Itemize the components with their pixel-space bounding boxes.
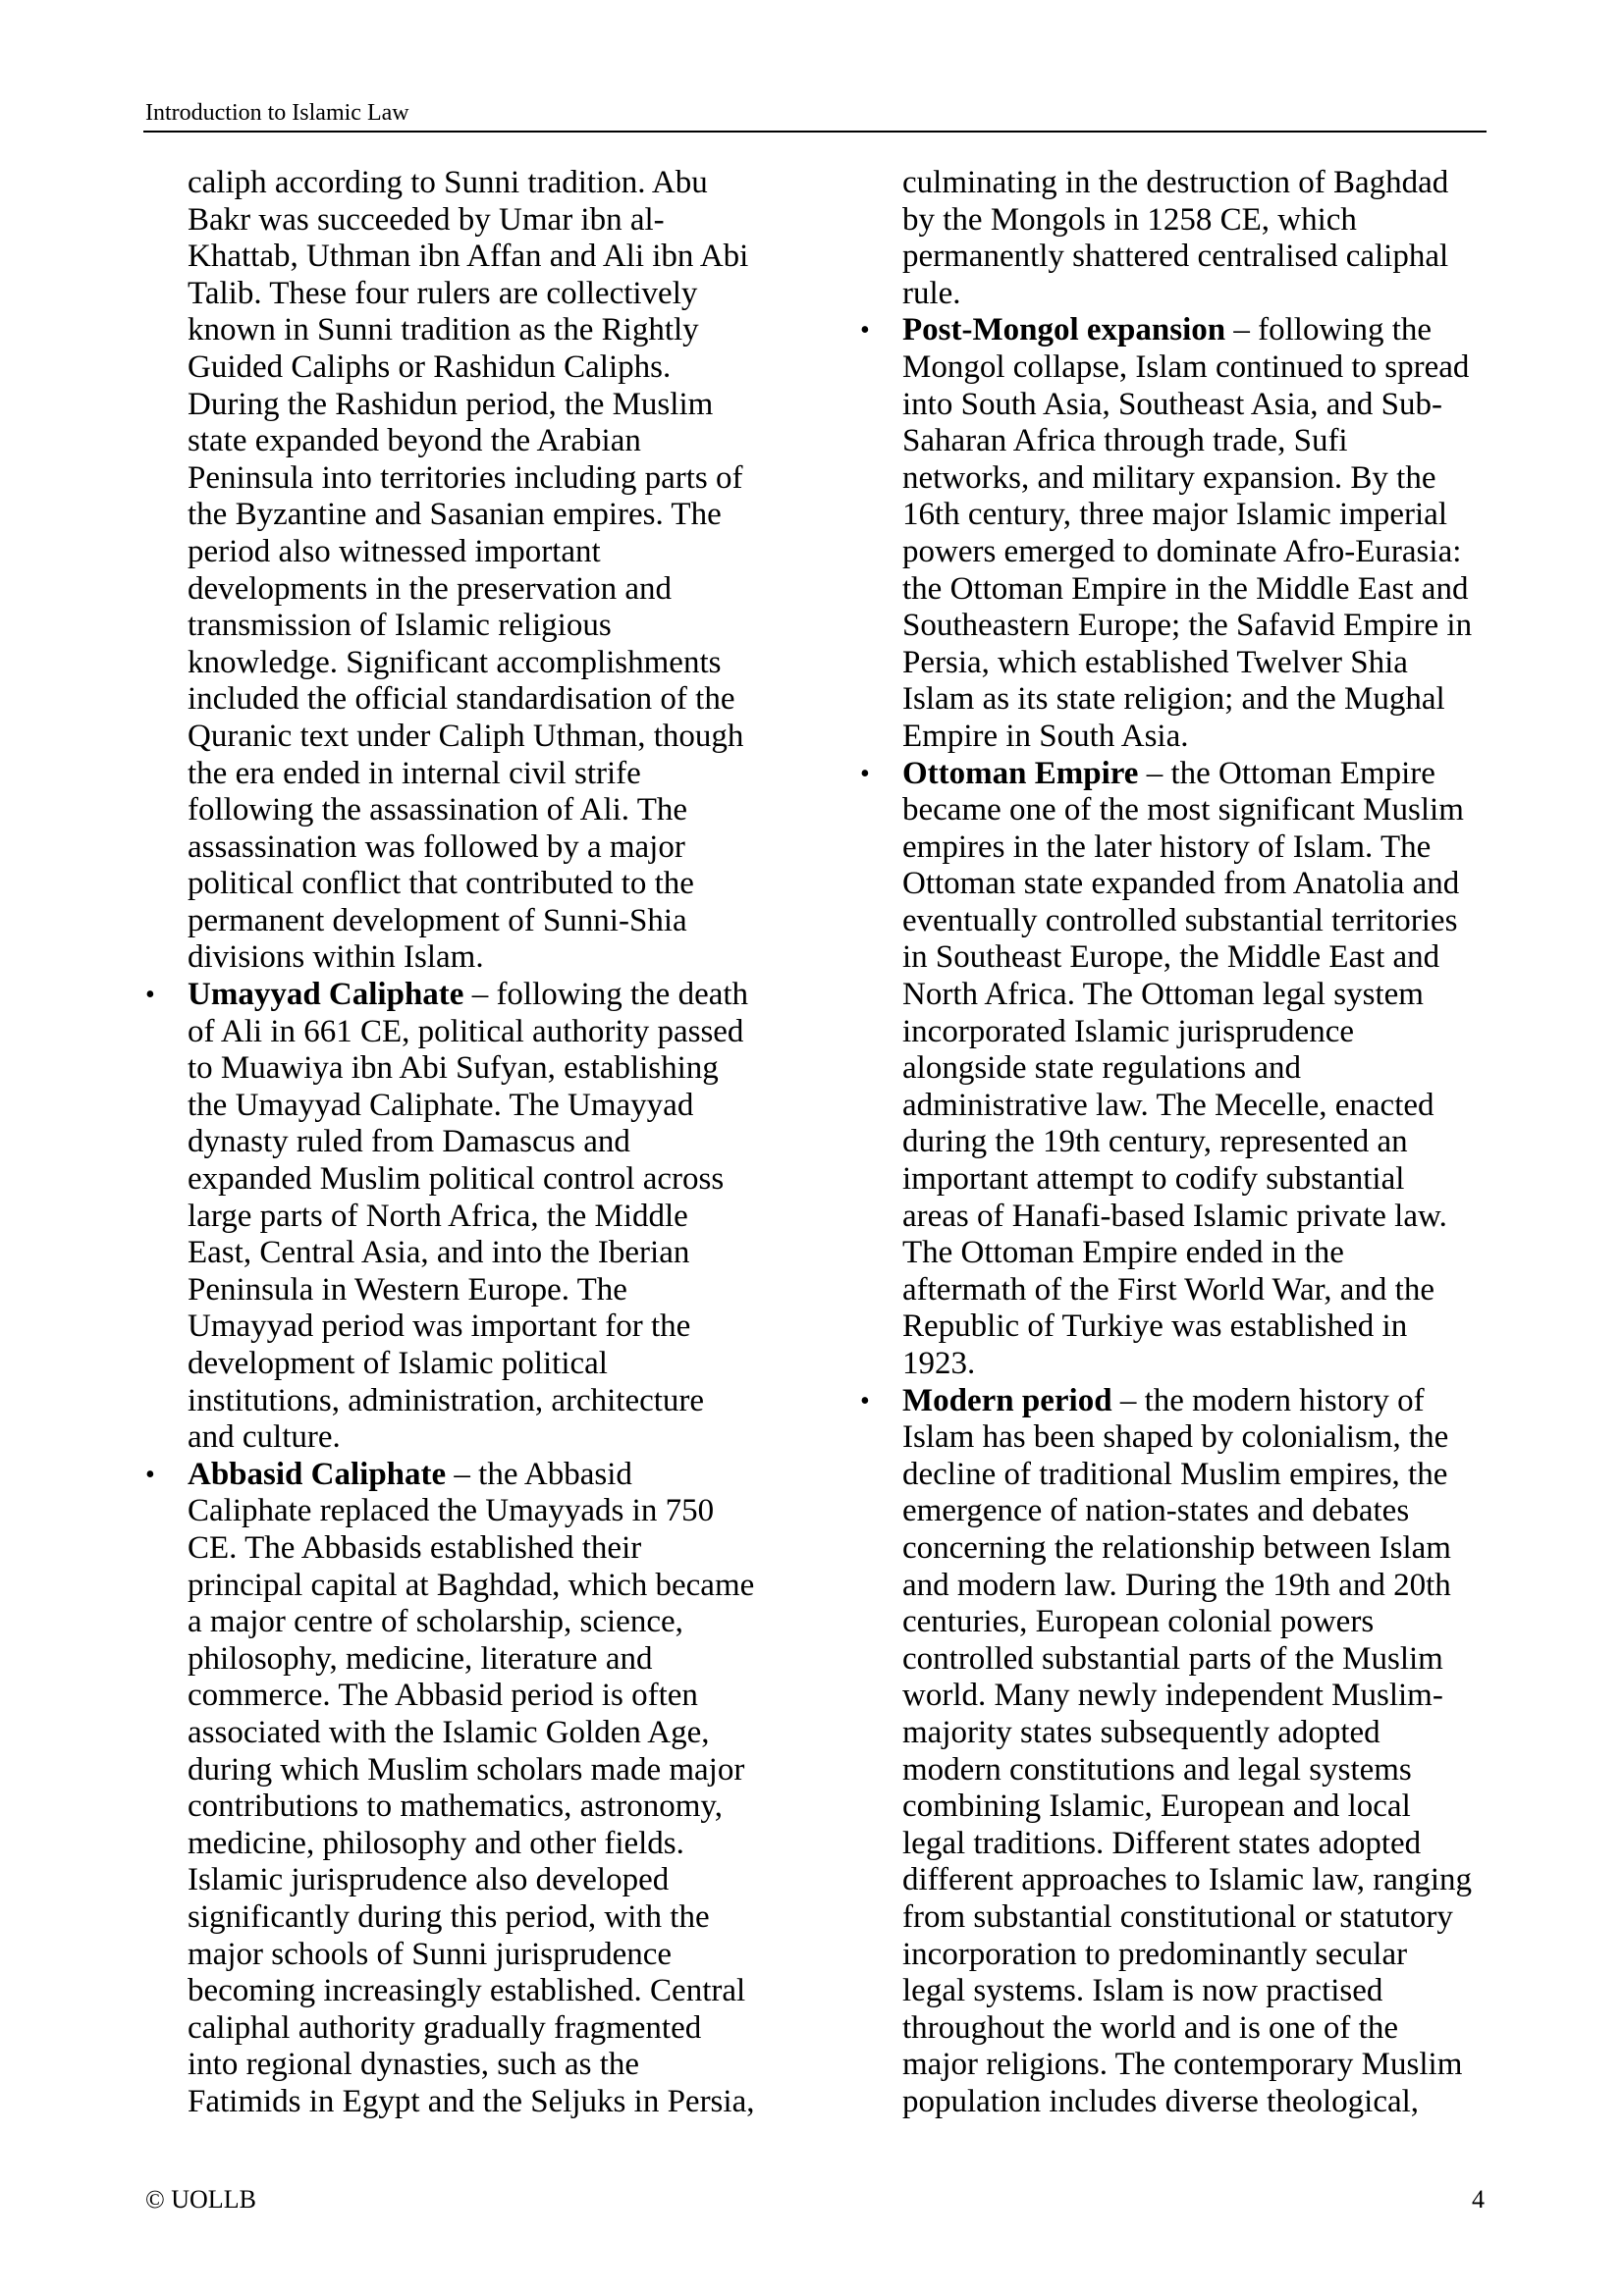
text-line: developments in the preservation and: [188, 570, 673, 607]
text-line: powers emerged to dominate Afro-Eurasia:: [902, 533, 1462, 569]
text-line: Ottoman state expanded from Anatolia and: [902, 866, 1460, 902]
text-line: by the Mongols in 1258 CE, which: [902, 201, 1357, 238]
text-line: included the official standardisation of the: [188, 681, 735, 718]
bullet-icon: •: [145, 980, 155, 1011]
text-line: caliphal authority gradually fragmented: [188, 2009, 702, 2046]
text-line: institutions, administration, architecture: [188, 1382, 705, 1418]
text-line: Guided Caliphs or Rashidun Caliphs.: [188, 348, 672, 385]
item-first-line: [902, 312, 1498, 349]
text-line: incorporated Islamic jurisprudence: [902, 1013, 1354, 1049]
bullet-icon: •: [860, 315, 870, 347]
text-line: controlled substantial parts of the Muslim: [902, 1640, 1443, 1677]
text-line: state expanded beyond the Arabian: [188, 423, 641, 459]
text-line: commerce. The Abbasid period is often: [188, 1678, 698, 1714]
text-line: Islam has been shaped by colonialism, the: [902, 1419, 1449, 1456]
text-line: Islamic jurisprudence also developed: [188, 1862, 670, 1898]
item-first-line: [188, 977, 774, 1014]
text-line: known in Sunni tradition as the Rightly: [188, 312, 699, 348]
text-line: throughout the world and is one of the: [902, 2009, 1398, 2046]
text-line: and modern law. During the 19th and 20th: [902, 1567, 1451, 1603]
text-line: Republic of Turkiye was established in: [902, 1308, 1408, 1345]
list-item-post-mongol-expansion: [860, 312, 1498, 755]
text-line: caliph according to Sunni tradition. Abu: [188, 165, 708, 200]
text-line: modern constitutions and legal systems: [902, 1751, 1412, 1788]
text-line: a major centre of scholarship, science,: [188, 1604, 683, 1640]
text-line: Saharan Africa through trade, Sufi: [902, 423, 1348, 459]
text-line: Peninsula in Western Europe. The: [188, 1271, 627, 1308]
text-line: the Byzantine and Sasanian empires. The: [188, 497, 722, 533]
bullet-icon: •: [860, 758, 870, 789]
text-line: empires in the later history of Islam. The: [902, 828, 1432, 865]
item-term: Modern period: [902, 1382, 1112, 1418]
text-line: during which Muslim scholars made major: [188, 1751, 745, 1788]
list-item-umayyad-caliphate: [145, 977, 774, 1457]
text-line: expanded Muslim political control across: [188, 1161, 725, 1198]
item-first-text: – following the death: [463, 977, 749, 1013]
text-line: Umayyad period was important for the: [188, 1308, 691, 1345]
text-line: contributions to mathematics, astronomy,: [188, 1789, 724, 1825]
item-first-text: – following the: [1225, 312, 1433, 348]
text-line: decline of traditional Muslim empires, the: [902, 1456, 1448, 1492]
item-term: Abbasid Caliphate: [188, 1456, 447, 1492]
text-line: different approaches to Islamic law, ranging: [902, 1862, 1473, 1898]
text-line: 1923.: [902, 1346, 976, 1381]
item-term: Ottoman Empire: [902, 755, 1139, 791]
item-first-line: [902, 756, 1498, 793]
text-line: Mongol collapse, Islam continued to spread: [902, 348, 1470, 385]
text-line: knowledge. Significant accomplishments: [188, 644, 722, 680]
item-term: Post-Mongol expansion: [902, 312, 1226, 348]
text-line: political conflict that contributed to the: [188, 866, 694, 902]
text-line: major schools of Sunni jurisprudence: [188, 1936, 673, 1972]
text-line: permanent development of Sunni-Shia: [188, 902, 687, 938]
text-line: world. Many newly independent Muslim-: [902, 1678, 1443, 1714]
text-line: the Umayyad Caliphate. The Umayyad: [188, 1087, 694, 1123]
text-line: assassination was followed by a major: [188, 828, 685, 865]
text-line: to Muawiya ibn Abi Sufyan, establishing: [188, 1050, 719, 1087]
text-line: North Africa. The Ottoman legal system: [902, 977, 1424, 1013]
text-line: dynasty ruled from Damascus and: [188, 1124, 630, 1160]
text-line: eventually controlled substantial territories: [902, 902, 1458, 938]
text-line: period also witnessed important: [188, 533, 601, 569]
left-column: [145, 165, 774, 2120]
text-line: combining Islamic, European and local: [902, 1789, 1411, 1825]
text-line: Khattab, Uthman ibn Affan and Ali ibn Abi: [188, 239, 749, 275]
abbasid-continuation: [860, 165, 1498, 312]
text-line: became one of the most significant Muslim: [902, 792, 1464, 828]
text-line: Caliphate replaced the Umayyads in 750: [188, 1493, 715, 1529]
text-line: Persia, which established Twelver Shia: [902, 644, 1408, 680]
text-line: incorporation to predominantly secular: [902, 1936, 1408, 1972]
text-line: principal capital at Baghdad, which became: [188, 1567, 755, 1603]
item-first-text: – the modern history of: [1111, 1382, 1425, 1418]
bullet-icon: •: [860, 1385, 870, 1416]
running-header: Introduction to Islamic Law: [145, 100, 409, 126]
rashidun-continuation: [145, 165, 774, 977]
right-column: [860, 165, 1498, 2120]
list-item-ottoman-empire: [860, 756, 1498, 1383]
item-first-line: [902, 1383, 1498, 1420]
text-line: the era ended in internal civil strife: [188, 755, 641, 791]
text-line: into regional dynasties, such as the: [188, 2047, 640, 2083]
item-first-text: – the Ottoman Empire: [1138, 755, 1435, 791]
text-line: concerning the relationship between Islam: [902, 1529, 1451, 1566]
text-line: legal systems. Islam is now practised: [902, 1973, 1383, 2009]
text-line: significantly during this period, with the: [188, 1898, 710, 1935]
text-line: large parts of North Africa, the Middle: [188, 1198, 688, 1234]
text-line: associated with the Islamic Golden Age,: [188, 1714, 710, 1750]
text-line: important attempt to codify substantial: [902, 1161, 1405, 1198]
item-first-text: – the Abbasid: [446, 1456, 632, 1492]
text-line: During the Rashidun period, the Muslim: [188, 386, 714, 422]
text-line: The Ottoman Empire ended in the: [902, 1235, 1344, 1271]
text-line: the Ottoman Empire in the Middle East and: [902, 570, 1469, 607]
text-line: aftermath of the First World War, and the: [902, 1271, 1435, 1308]
bullet-icon: •: [145, 1459, 155, 1490]
text-line: 16th century, three major Islamic imperial: [902, 497, 1447, 533]
text-line: Islam as its state religion; and the Mughal: [902, 681, 1445, 718]
text-line: Bakr was succeeded by Umar ibn al-: [188, 201, 665, 238]
text-line: rule.: [902, 275, 961, 311]
list-item-modern-period: [860, 1383, 1498, 2121]
text-line: philosophy, medicine, literature and: [188, 1640, 653, 1677]
text-line: networks, and military expansion. By the: [902, 459, 1436, 496]
text-line: CE. The Abbasids established their: [188, 1529, 642, 1566]
text-line: following the assassination of Ali. The: [188, 792, 688, 828]
text-line: of Ali in 661 CE, political authority passed: [188, 1013, 744, 1049]
item-term: Umayyad Caliphate: [188, 977, 464, 1013]
text-line: Quranic text under Caliph Uthman, though: [188, 718, 744, 754]
text-line: areas of Hanafi-based Islamic private law.: [902, 1198, 1447, 1234]
text-line: divisions within Islam.: [188, 939, 484, 976]
text-line: Southeastern Europe; the Safavid Empire in: [902, 608, 1473, 644]
text-line: emergence of nation-states and debates: [902, 1493, 1410, 1529]
text-line: legal traditions. Different states adopted: [902, 1825, 1422, 1861]
text-line: Fatimids in Egypt and the Seljuks in Persia,: [188, 2083, 755, 2119]
text-line: in Southeast Europe, the Middle East and: [902, 939, 1440, 976]
text-line: into South Asia, Southeast Asia, and Sub-: [902, 386, 1443, 422]
text-line: Empire in South Asia.: [902, 718, 1189, 754]
text-line: medicine, philosophy and other fields.: [188, 1825, 684, 1861]
list-item-abbasid-caliphate: [145, 1457, 774, 2121]
text-line: and culture.: [188, 1419, 341, 1456]
text-line: major religions. The contemporary Muslim: [902, 2047, 1463, 2083]
text-line: majority states subsequently adopted: [902, 1714, 1380, 1750]
page-number: 4: [1472, 2185, 1485, 2214]
text-line: culminating in the destruction of Baghdad: [902, 165, 1449, 200]
text-line: becoming increasingly established. Central: [188, 1973, 746, 2009]
footer-copyright: © UOLLB: [145, 2185, 256, 2214]
text-line: during the 19th century, represented an: [902, 1124, 1408, 1160]
text-line: permanently shattered centralised caliphal: [902, 239, 1449, 275]
text-line: Talib. These four rulers are collectively: [188, 275, 698, 311]
text-line: population includes diverse theological,: [902, 2083, 1420, 2119]
text-line: Peninsula into territories including parts of: [188, 459, 743, 496]
text-line: transmission of Islamic religious: [188, 608, 612, 644]
text-line: East, Central Asia, and into the Iberian: [188, 1235, 690, 1271]
text-line: development of Islamic political: [188, 1346, 608, 1381]
text-line: alongside state regulations and: [902, 1050, 1301, 1087]
item-first-line: [188, 1457, 774, 1494]
header-rule: [143, 131, 1487, 133]
text-line: administrative law. The Mecelle, enacted: [902, 1087, 1434, 1123]
text-line: centuries, European colonial powers: [902, 1604, 1375, 1640]
text-line: from substantial constitutional or statutory: [902, 1898, 1453, 1935]
